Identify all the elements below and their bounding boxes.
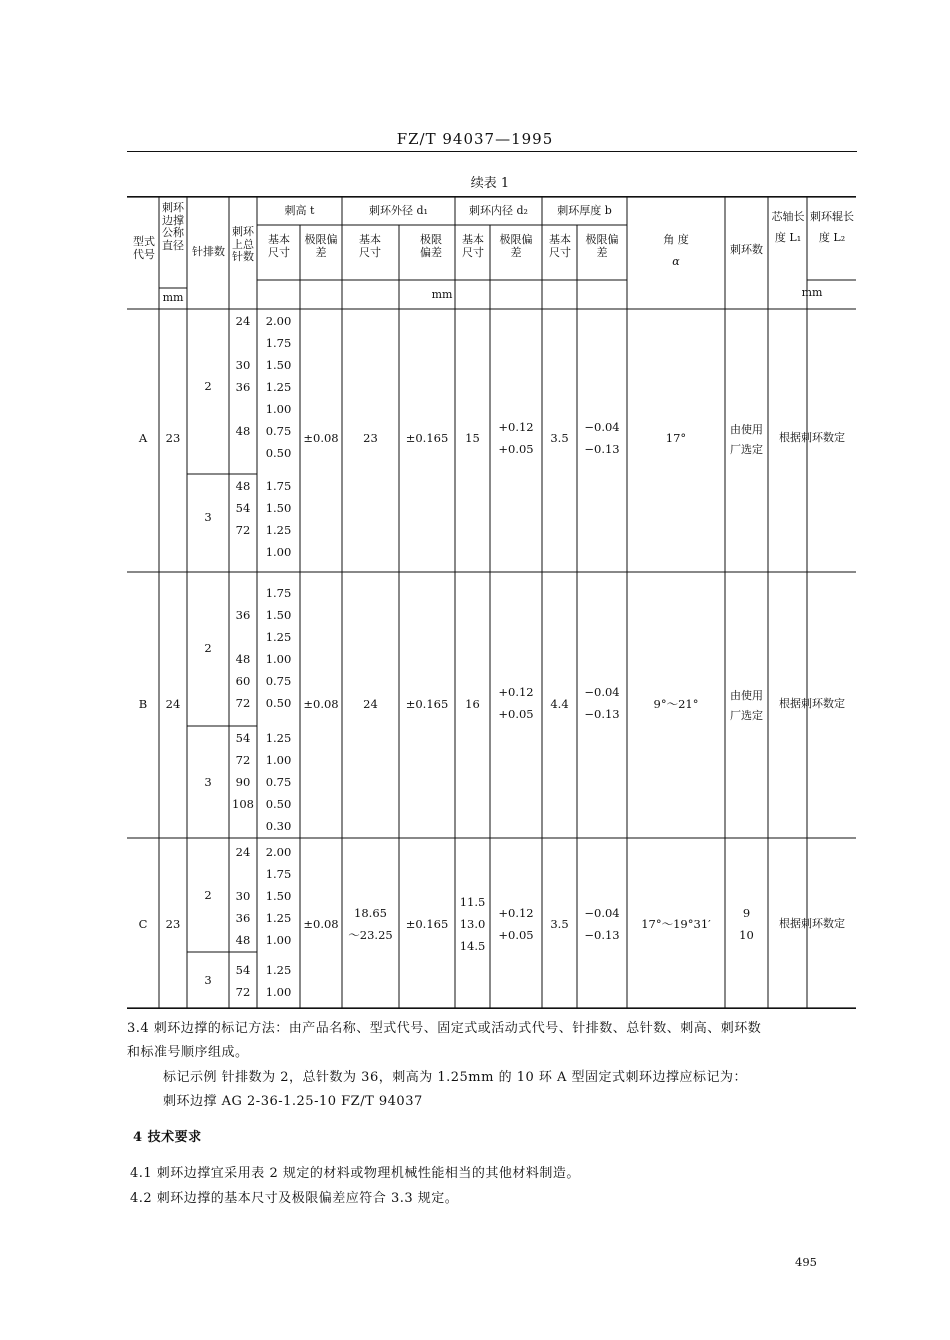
row-c-model: C	[138, 917, 148, 931]
row-a-outer: 23	[363, 431, 378, 445]
row-c-nominal: 23	[165, 917, 181, 931]
header-needle-height: 刺高 t	[284, 204, 315, 217]
needle-height: 1.50	[265, 358, 292, 372]
row-b-g2-heights	[257, 727, 300, 837]
header-unit-mm: mm	[431, 288, 453, 301]
row-b-height-tol: ±0.08	[303, 697, 339, 711]
needle-count	[229, 541, 257, 563]
header-limit-deviation: 极限偏差	[585, 233, 619, 259]
needle-count: 36	[235, 608, 251, 622]
row-a-g1-heights	[257, 310, 300, 464]
example-line1: 标记示例 针排数为 2，总针数为 36，刺高为 1.25mm 的 10 环 A 型固定式刺环边撑应标记为：	[163, 1070, 748, 1085]
row-c-thickness: 3.5	[550, 917, 569, 931]
needle-count: 54	[235, 731, 251, 745]
header-angle: 角 度	[663, 233, 689, 246]
row-a-g2-rows: 3	[204, 510, 212, 524]
needle-count: 108	[232, 797, 254, 811]
row-a-g2-needles	[229, 475, 257, 563]
row-c-g2-rows: 3	[204, 973, 212, 987]
header-needle-rows: 针排数	[192, 245, 225, 258]
needle-height: 1.00	[265, 545, 292, 559]
needle-height: 0.50	[265, 446, 292, 460]
header-limit-deviation: 极限偏差	[499, 233, 533, 259]
needle-height: 0.75	[265, 424, 292, 438]
header-outer-diameter: 刺环外径 d₁	[369, 204, 428, 217]
needle-height: 1.25	[265, 963, 292, 977]
row-b-g1-needles	[229, 582, 257, 714]
needle-height: 1.00	[265, 933, 292, 947]
row-a-inner-tol-upper: +0.12	[498, 420, 534, 434]
row-a-ring-count: 由使用厂选定	[730, 423, 763, 456]
row-a-thick-tol-lower: −0.13	[584, 442, 620, 456]
row-a-nominal: 23	[165, 431, 181, 445]
row-c-g1-heights	[257, 841, 300, 951]
needle-count: 54	[235, 963, 251, 977]
needle-height: 1.00	[265, 402, 292, 416]
needle-height: 1.00	[265, 985, 292, 999]
needle-height: 1.25	[265, 911, 292, 925]
row-c-g2-heights	[257, 959, 300, 1003]
row-b-thick-tol-lower: −0.13	[584, 707, 620, 721]
needle-height: 1.50	[265, 889, 292, 903]
needle-height: 1.25	[265, 731, 292, 745]
needle-count: 36	[235, 380, 251, 394]
row-b-inner-tol-lower: +0.05	[498, 707, 534, 721]
row-a-inner-tol-lower: +0.05	[498, 442, 534, 456]
needle-height: 1.75	[265, 586, 292, 600]
row-b-inner-tol-upper: +0.12	[498, 685, 534, 699]
needle-count	[229, 626, 257, 648]
needle-count: 36	[235, 911, 251, 925]
needle-count: 30	[235, 889, 251, 903]
row-a-height-tol: ±0.08	[303, 431, 339, 445]
needle-count: 24	[235, 845, 251, 859]
needle-height: 0.30	[265, 819, 292, 833]
needle-count	[229, 332, 257, 354]
needle-height: 1.75	[265, 479, 292, 493]
needle-count: 60	[235, 674, 251, 688]
row-a-inner: 15	[465, 431, 480, 445]
header-basic-size: 基本尺寸	[462, 233, 484, 259]
row-b-ring-count: 由使用厂选定	[730, 689, 763, 722]
header-limit-deviation: 极限偏差	[420, 233, 442, 259]
needle-height: 1.50	[265, 501, 292, 515]
row-b-thick-tol-upper: −0.04	[584, 685, 620, 699]
needle-count	[229, 442, 257, 464]
needle-height: 1.75	[265, 867, 292, 881]
row-c-thick-tol-upper: −0.04	[584, 906, 620, 920]
row-b-outer-tol: ±0.165	[405, 697, 449, 711]
header-core-length: 芯轴长度 L₁	[771, 210, 805, 244]
needle-height: 0.50	[265, 797, 292, 811]
row-c-ring-count-1: 9	[742, 906, 751, 920]
needle-count: 48	[235, 933, 251, 947]
row-b-thickness: 4.4	[550, 697, 569, 711]
needle-count	[229, 863, 257, 885]
row-c-outer-max: ～23.25	[348, 928, 393, 942]
header-nominal-diameter: 刺环边撑公称直径	[162, 201, 184, 252]
clause-4-1: 4.1 刺环边撑宜采用表 2 规定的材料或物理机械性能相当的其他材料制造。	[130, 1166, 580, 1181]
needle-height: 1.00	[265, 652, 292, 666]
needle-count	[229, 815, 257, 837]
needle-count: 48	[235, 479, 251, 493]
needle-count: 48	[235, 424, 251, 438]
header-ring-count: 刺环数	[730, 243, 763, 256]
row-c-g1-rows: 2	[204, 888, 212, 902]
table-caption: 续表 1	[470, 176, 510, 191]
row-b-nominal: 24	[165, 697, 181, 711]
row-b-inner: 16	[465, 697, 480, 711]
needle-height: 0.75	[265, 775, 292, 789]
row-b-g1-heights	[257, 582, 300, 714]
clause-3-4-line1: 3.4 刺环边撑的标记方法：由产品名称、型式代号、固定式或活动式代号、针排数、总针数、刺高、刺环数	[127, 1021, 762, 1036]
row-c-g2-needles	[229, 959, 257, 1003]
example-line2: 刺环边撑 AG 2-36-1.25-10 FZ/T 94037	[163, 1094, 423, 1109]
row-c-inner-tol-upper: +0.12	[498, 906, 534, 920]
clause-4-2: 4.2 刺环边撑的基本尺寸及极限偏差应符合 3.3 规定。	[130, 1191, 459, 1206]
needle-count	[229, 398, 257, 420]
needle-height: 1.25	[265, 630, 292, 644]
needle-height: 2.00	[265, 845, 292, 859]
needle-count: 90	[235, 775, 251, 789]
needle-count: 72	[235, 753, 251, 767]
needle-height: 1.25	[265, 380, 292, 394]
needle-count: 48	[235, 652, 251, 666]
row-a-model: A	[138, 431, 148, 445]
row-a-thickness: 3.5	[550, 431, 569, 445]
row-c-outer-min: 18.65	[354, 906, 387, 920]
row-b-length: 根据刺环数定	[779, 697, 845, 710]
row-a-g2-heights	[257, 475, 300, 563]
needle-count	[229, 582, 257, 604]
needle-height: 1.00	[265, 753, 292, 767]
header-angle-symbol: α	[672, 255, 680, 268]
needle-count: 54	[235, 501, 251, 515]
needle-height: 1.25	[265, 523, 292, 537]
row-c-inner-3: 14.5	[459, 939, 486, 953]
spec-table	[127, 196, 856, 1009]
header-basic-size: 基本尺寸	[268, 233, 290, 259]
header-nominal-unit: mm	[162, 291, 184, 304]
needle-height: 0.50	[265, 696, 292, 710]
header-unit-mm-right: mm	[801, 286, 823, 299]
row-c-thick-tol-lower: −0.13	[584, 928, 620, 942]
needle-height: 1.50	[265, 608, 292, 622]
row-c-length: 根据刺环数定	[779, 917, 845, 930]
header-basic-size: 基本尺寸	[549, 233, 571, 259]
row-a-angle: 17°	[665, 431, 687, 445]
needle-count: 30	[235, 358, 251, 372]
header-total-needles: 刺环上总针数	[232, 225, 254, 263]
clause-3-4-line2: 和标准号顺序组成。	[127, 1045, 249, 1060]
row-b-g2-needles	[229, 727, 257, 837]
row-c-inner-1: 11.5	[459, 895, 486, 909]
row-c-ring-count-2: 10	[739, 928, 754, 942]
row-c-angle: 17°～19°31′	[641, 917, 711, 931]
header-model: 型式代号	[133, 235, 155, 261]
needle-count: 72	[235, 696, 251, 710]
standard-header: FZ/T 94037—1995	[396, 130, 554, 148]
row-b-outer: 24	[363, 697, 378, 711]
row-b-angle: 9°～21°	[653, 697, 699, 711]
row-b-g1-rows: 2	[204, 641, 212, 655]
needle-count: 72	[235, 985, 251, 999]
row-b-model: B	[138, 697, 148, 711]
row-c-height-tol: ±0.08	[303, 917, 339, 931]
header-rule	[127, 151, 857, 152]
needle-count: 72	[235, 523, 251, 537]
needle-height: 1.75	[265, 336, 292, 350]
needle-height: 0.75	[265, 674, 292, 688]
row-b-g2-rows: 3	[204, 775, 212, 789]
needle-count: 24	[235, 314, 251, 328]
row-c-inner-tol-lower: +0.05	[498, 928, 534, 942]
row-c-outer-tol: ±0.165	[405, 917, 449, 931]
row-c-g1-needles	[229, 841, 257, 951]
header-limit-deviation: 极限偏差	[304, 233, 338, 259]
header-basic-size: 基本尺寸	[359, 233, 381, 259]
header-roll-length: 刺环辊长度 L₂	[810, 210, 854, 244]
page-number: 495	[795, 1255, 817, 1269]
row-a-g1-needles	[229, 310, 257, 464]
row-a-thick-tol-upper: −0.04	[584, 420, 620, 434]
row-a-g1-rows: 2	[204, 379, 212, 393]
section-4-title: 4 技术要求	[133, 1130, 202, 1145]
row-c-inner-2: 13.0	[459, 917, 486, 931]
row-a-length: 根据刺环数定	[779, 431, 845, 444]
header-ring-thickness: 刺环厚度 b	[557, 204, 612, 217]
needle-height: 2.00	[265, 314, 292, 328]
row-a-outer-tol: ±0.165	[405, 431, 449, 445]
header-inner-diameter: 刺环内径 d₂	[469, 204, 528, 217]
